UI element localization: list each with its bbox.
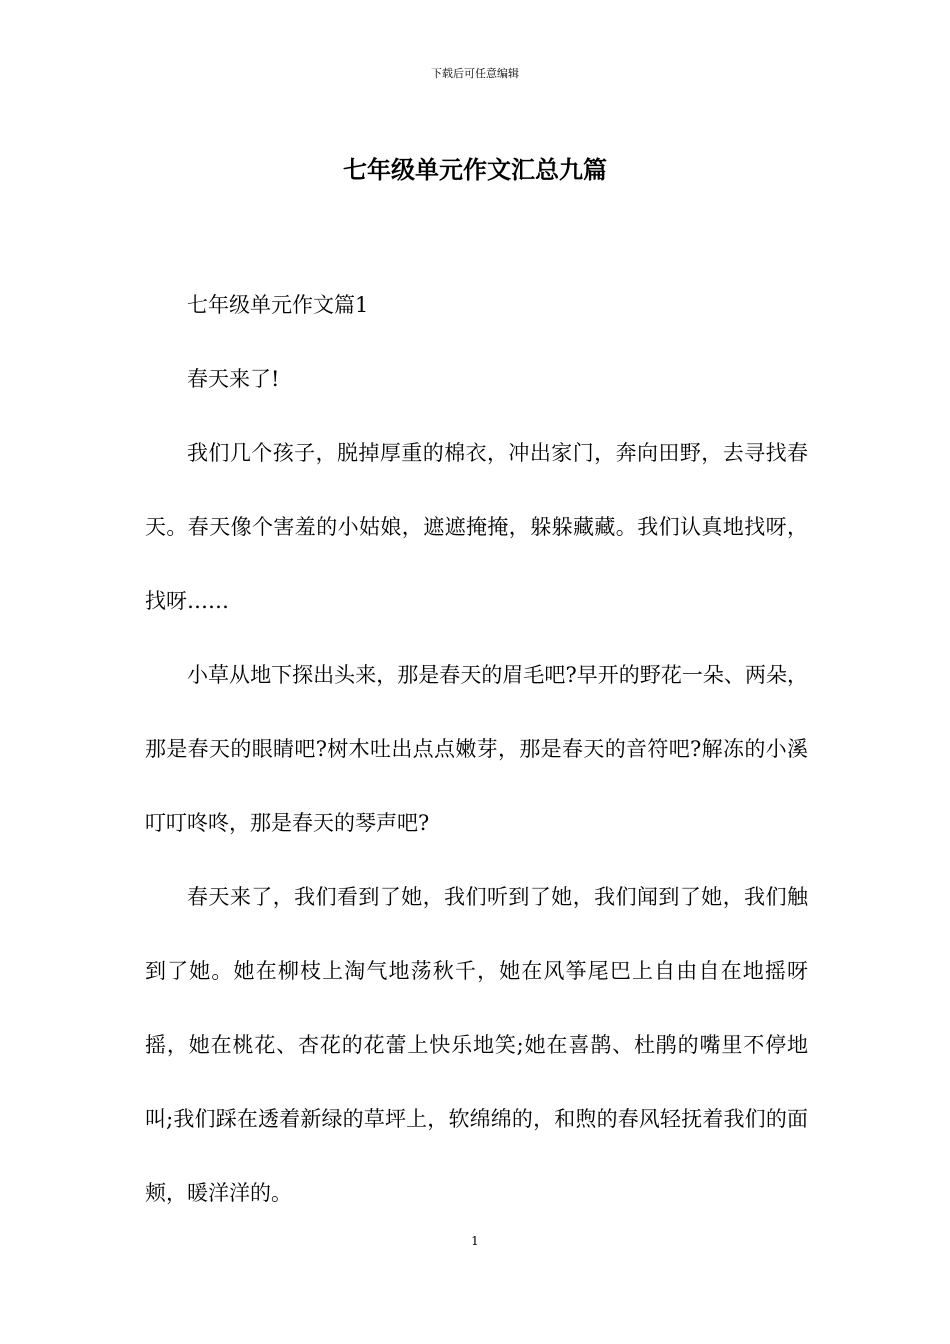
page-header-note: 下载后可任意编辑	[431, 67, 519, 80]
paragraph: 我们几个孩子，脱掉厚重的棉衣，冲出家门，奔向田野，去寻找春天。春天像个害羞的小姑娘，遮遮掩掩，躲躲藏藏。我们认真地找呀，找呀……	[145, 441, 808, 613]
page-number: 1	[471, 1234, 479, 1248]
paragraph: 小草从地下探出头来，那是春天的眉毛吧?早开的野花一朵、两朵，那是春天的眼睛吧?树木吐出点点嫩芽，那是春天的音符吧?解冻的小溪叮叮咚咚，那是春天的琴声吧?	[145, 663, 808, 835]
document-body	[145, 268, 808, 1230]
paragraph: 春天来了!	[187, 367, 280, 391]
document-title: 七年级单元作文汇总九篇	[343, 155, 607, 184]
paragraph: 春天来了，我们看到了她，我们听到了她，我们闻到了她，我们触到了她。她在柳枝上淘气地荡秋千，她在风筝尾巴上自由自在地摇呀摇，她在桃花、杏花的花蕾上快乐地笑;她在喜鹊、杜鹃的嘴里不停地叫;我们踩在透着新绿的草坪上，软绵绵的，和煦的春风轻抚着我们的面颊，暖洋洋的。	[145, 885, 808, 1205]
section-heading: 七年级单元作文篇1	[187, 293, 369, 317]
